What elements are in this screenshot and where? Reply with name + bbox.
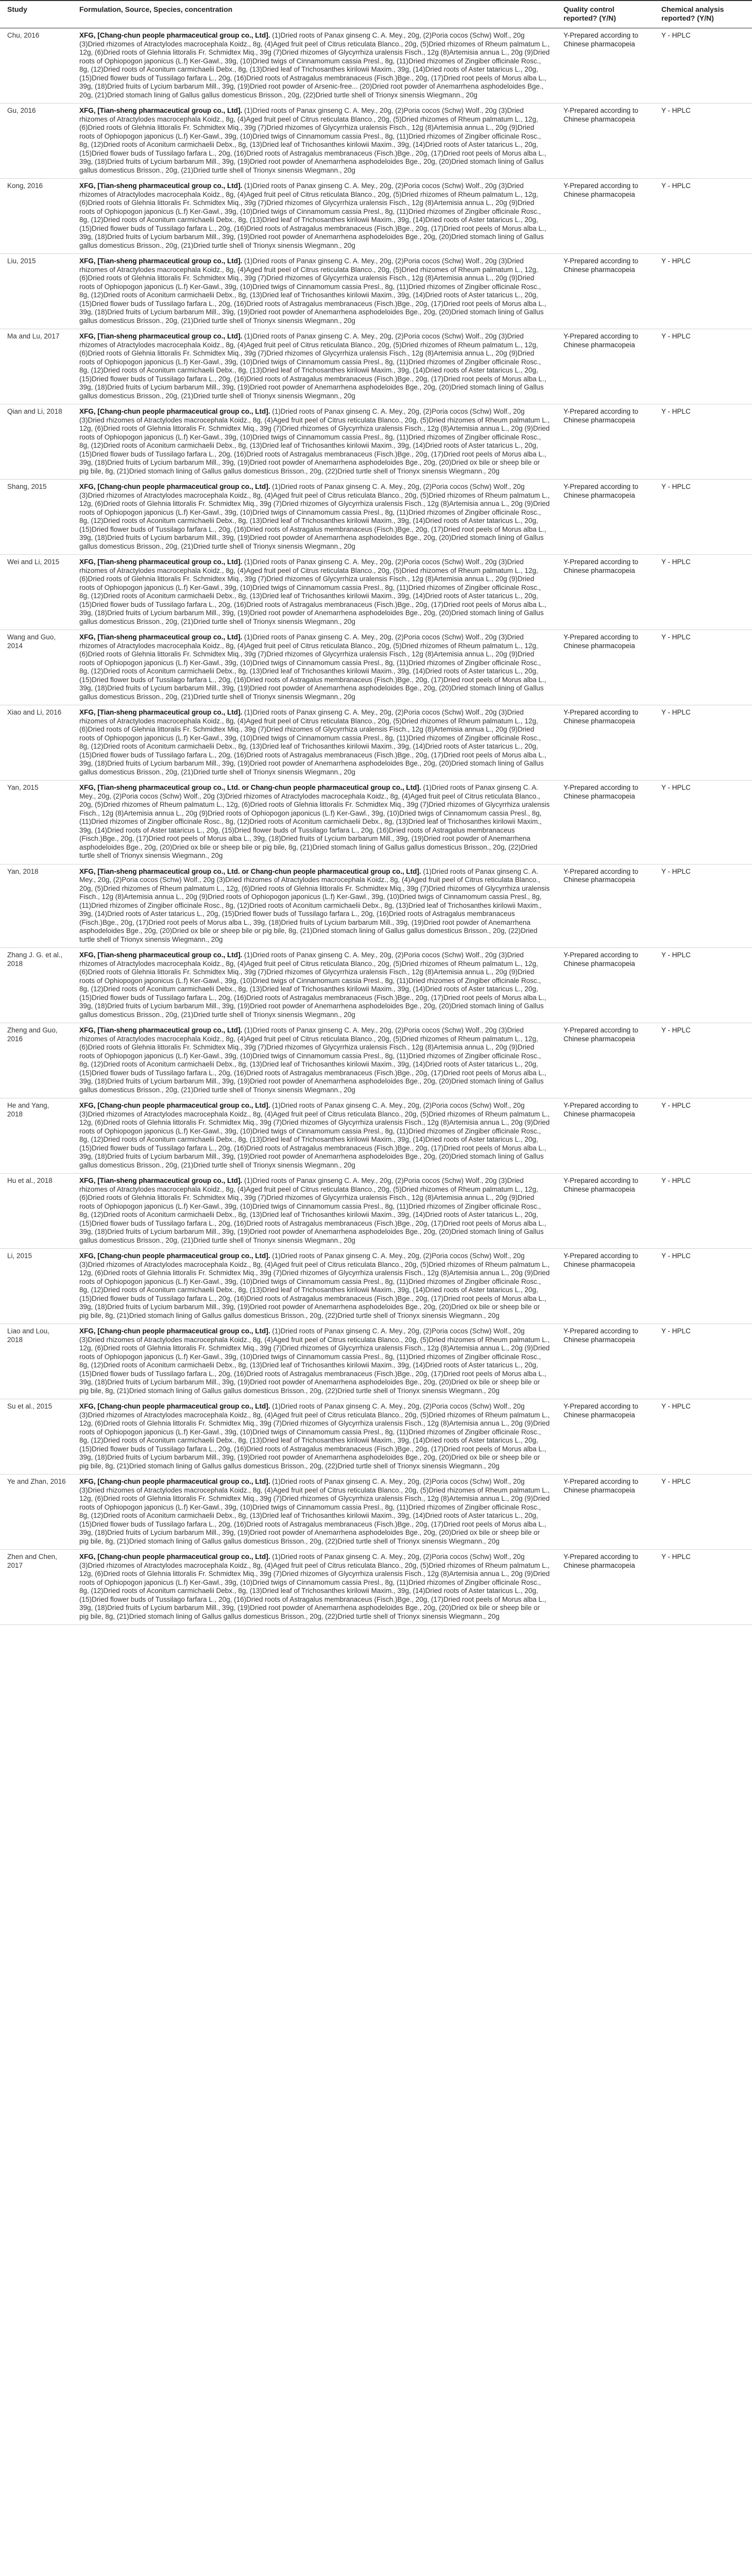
quality-control-cell: Y-Prepared according to Chinese pharmacopeia <box>556 1023 654 1098</box>
formulation-cell <box>72 329 556 404</box>
formulation-cell <box>72 1174 556 1249</box>
formulation-source: XFG, [Chang-chun people pharmaceutical group co., Ltd]. <box>79 1553 270 1561</box>
table-row <box>0 1324 752 1399</box>
table-row <box>0 404 752 480</box>
study-cell: Liao and Lou, 2018 <box>0 1324 72 1399</box>
chemical-analysis-cell: Y - HPLC <box>654 1023 752 1098</box>
formulation-cell <box>72 1550 556 1625</box>
table-row <box>0 1098 752 1174</box>
table-row <box>0 1399 752 1475</box>
chemical-analysis-cell: Y - HPLC <box>654 555 752 630</box>
formulation-cell <box>72 480 556 555</box>
formulation-cell <box>72 1098 556 1174</box>
formulation-source: XFG, [Chang-chun people pharmaceutical group co., Ltd]. <box>79 1478 270 1485</box>
formulation-cell <box>72 104 556 179</box>
chemical-analysis-cell: Y - HPLC <box>654 781 752 865</box>
chemical-analysis-cell: Y - HPLC <box>654 1475 752 1550</box>
quality-control-cell: Y-Prepared according to Chinese pharmacopeia <box>556 630 654 705</box>
chemical-analysis-cell: Y - HPLC <box>654 329 752 404</box>
chemical-analysis-cell: Y - HPLC <box>654 630 752 705</box>
formulation-source: XFG, [Tian-sheng pharmaceutical group co., Ltd]. <box>79 708 243 716</box>
table-row <box>0 104 752 179</box>
formulation-ingredients: (1)Dried roots of Panax ginseng C. A. Mey., 20g, (2)Poria cocos (Schw) Wolf., 20g (3)Dried rhizomes of Atractylodes macrocephala Koidz., 8g, (4)Aged fruit peel of Citrus reticulata Blanco., 20g, (5)Dried rhizomes of Rheum palmatum L., 12g, (6)Dried roots of Glehnia littoralis Fr. Schmidtex Miq., 39g (7)Dried rhizomes of Glycyrrhiza uralensis Fisch., 12g (8)Artemisia annua L., 20g (9)Dried roots of Ophiopogon japonicus (L.f) Ker-Gawl., 39g, (10)Dried twigs of Cinnamomum cassia Presl., 8g, (11)Dried rhizomes of Zingiber officinale Rosc., 8g, (12)Dried roots of Aconitum carmichaelii Debx., 8g, (13)Dried leaf of Trichosanthes kirilowii Maxim., 39g, (14)Dried roots of Aster tataricus L., 20g, (15)Dried flower buds of Tussilago farfara L., 20g, (16)Dried roots of Astragalus membranaceus (Fisch.)Bge., 20g, (17)Dried root peels of Morus alba L., 39g, (18)Dried fruits of Lycium barbarum Mill., 39g, (19)Dried root powder of Arsenic-free... (20)Dried root powder of Anemarrhena asphodeloides Bge., 20g, (21)Dried stomach lining of Gallus gallus domesticus Brisson., 20g, (22)Dried turtle shell of Trionyx sinensis Wiegmann., 20g <box>79 31 550 99</box>
study-cell: Zhang J. G. et al., 2018 <box>0 948 72 1023</box>
formulation-ingredients: (1)Dried roots of Panax ginseng C. A. Mey., 20g, (2)Poria cocos (Schw) Wolf., 20g (3)Dried rhizomes of Atractylodes macrocephala Koidz., 8g, (4)Aged fruit peel of Citrus reticulata Blanco., 20g, (5)Dried rhizomes of Rheum palmatum L., 12g, (6)Dried roots of Glehnia littoralis Fr. Schmidtex Miq., 39g (7)Dried rhizomes of Glycyrrhiza uralensis Fisch., 12g (8)Artemisia annua L., 20g (9)Dried roots of Ophiopogon japonicus (L.f) Ker-Gawl., 39g, (10)Dried twigs of Cinnamomum cassia Presl., 8g, (11)Dried rhizomes of Zingiber officinale Rosc., 8g, (12)Dried roots of Aconitum carmichaelii Debx., 8g, (13)Dried leaf of Trichosanthes kirilowii Maxim., 39g, (14)Dried roots of Aster tataricus L., 20g, (15)Dried flower buds of Tussilago farfara L., 20g, (16)Dried roots of Astragalus membranaceus (Fisch.)Bge., 20g, (17)Dried root peels of Morus alba L., 39g, (18)Dried fruits of Lycium barbarum Mill., 39g, (19)Dried root powder of Anemarrhena asphodeloides Bge., 20g, (20)Dried stomach lining of Gallus gallus domesticus Brisson., 20g, (21)Dried turtle shell of Trionyx sinensis Wiegmann., 20g <box>79 708 546 776</box>
table-row <box>0 864 752 948</box>
table-header-row <box>0 1 752 28</box>
quality-control-cell: Y-Prepared according to Chinese pharmacopeia <box>556 104 654 179</box>
table-row <box>0 1475 752 1550</box>
formulation-ingredients: (1)Dried roots of Panax ginseng C. A. Mey., 20g, (2)Poria cocos (Schw) Wolf., 20g (3)Dried rhizomes of Atractylodes macrocephala Koidz., 8g, (4)Aged fruit peel of Citrus reticulata Blanco., 20g, (5)Dried rhizomes of Rheum palmatum L., 12g, (6)Dried roots of Glehnia littoralis Fr. Schmidtex Miq., 39g (7)Dried rhizomes of Glycyrrhiza uralensis Fisch., 12g (8)Artemisia annua L., 20g (9)Dried roots of Ophiopogon japonicus (L.f) Ker-Gawl., 39g, (10)Dried twigs of Cinnamomum cassia Presl., 8g, (11)Dried rhizomes of Zingiber officinale Rosc., 8g, (12)Dried roots of Aconitum carmichaelii Debx., 8g, (13)Dried leaf of Trichosanthes kirilowii Maxim., 39g, (14)Dried roots of Aster tataricus L., 20g, (15)Dried flower buds of Tussilago farfara L., 20g, (16)Dried roots of Astragalus membranaceus (Fisch.)Bge., 20g, (17)Dried root peels of Morus alba L., 39g, (18)Dried fruits of Lycium barbarum Mill., 39g, (19)Dried root powder of Anemarrhena asphodeloides Bge., 20g, (20)Dried stomach lining of Gallus gallus domesticus Brisson., 20g, (21)Dried turtle shell of Trionyx sinensis Wiegmann., 20g <box>79 558 546 625</box>
chemical-analysis-cell: Y - HPLC <box>654 864 752 948</box>
formulation-source: XFG, [Tian-sheng pharmaceutical group co., Ltd]. <box>79 182 243 190</box>
chemical-analysis-cell: Y - HPLC <box>654 948 752 1023</box>
quality-control-cell: Y-Prepared according to Chinese pharmacopeia <box>556 1475 654 1550</box>
study-cell: Su et al., 2015 <box>0 1399 72 1475</box>
table-row <box>0 1249 752 1324</box>
study-cell: Wei and Li, 2015 <box>0 555 72 630</box>
formulation-ingredients: (1)Dried roots of Panax ginseng C. A. Mey., 20g, (2)Poria cocos (Schw) Wolf., 20g (3)Dried rhizomes of Atractylodes macrocephala Koidz., 8g, (4)Aged fruit peel of Citrus reticulata Blanco., 20g, (5)Dried rhizomes of Rheum palmatum L., 12g, (6)Dried roots of Glehnia littoralis Fr. Schmidtex Miq., 39g (7)Dried rhizomes of Glycyrrhiza uralensis Fisch., 12g (8)Artemisia annua L., 20g (9)Dried roots of Ophiopogon japonicus (L.f) Ker-Gawl., 39g, (10)Dried twigs of Cinnamomum cassia Presl., 8g, (11)Dried rhizomes of Zingiber officinale Rosc., 8g, (12)Dried roots of Aconitum carmichaelii Debx., 8g, (13)Dried leaf of Trichosanthes kirilowii Maxim., 39g, (14)Dried roots of Aster tataricus L., 20g, (15)Dried flower buds of Tussilago farfara L., 20g, (16)Dried roots of Astragalus membranaceus (Fisch.)Bge., 20g, (17)Dried root peels of Morus alba L., 39g, (18)Dried fruits of Lycium barbarum Mill., 39g, (19)Dried root powder of Anemarrhena asphodeloides Bge., 20g, (20)Dried ox bile or sheep bile or pig bile, 8g, (21)Dried stomach lining of Gallus gallus domesticus Brisson., 20g, (22)Dried turtle shell of Trionyx sinensis Wiegmann., 20g <box>79 1252 550 1319</box>
formulation-ingredients: (1)Dried roots of Panax ginseng C. A. Mey., 20g, (2)Poria cocos (Schw) Wolf., 20g (3)Dried rhizomes of Atractylodes macrocephala Koidz., 8g, (4)Aged fruit peel of Citrus reticulata Blanco., 20g, (5)Dried rhizomes of Rheum palmatum L., 12g, (6)Dried roots of Glehnia littoralis Fr. Schmidtex Miq., 39g (7)Dried rhizomes of Glycyrrhiza uralensis Fisch., 12g (8)Artemisia annua L., 20g (9)Dried roots of Ophiopogon japonicus (L.f) Ker-Gawl., 39g, (10)Dried twigs of Cinnamomum cassia Presl., 8g, (11)Dried rhizomes of Zingiber officinale Rosc., 8g, (12)Dried roots of Aconitum carmichaelii Debx., 8g, (13)Dried leaf of Trichosanthes kirilowii Maxim., 39g, (14)Dried roots of Aster tataricus L., 20g, (15)Dried flower buds of Tussilago farfara L., 20g, (16)Dried roots of Astragalus membranaceus (Fisch.)Bge., 20g, (17)Dried root peels of Morus alba L., 39g, (18)Dried fruits of Lycium barbarum Mill., 39g, (19)Dried root powder of Anemarrhena asphodeloides Bge., 20g, (20)Dried stomach lining of Gallus gallus domesticus Brisson., 20g, (21)Dried turtle shell of Trionyx sinensis Wiegmann., 20g <box>79 182 546 249</box>
formulation-source: XFG, [Tian-sheng pharmaceutical group co., Ltd]. <box>79 107 243 114</box>
formulation-ingredients: (1)Dried roots of Panax ginseng C. A. Mey., 20g, (2)Poria cocos (Schw) Wolf., 20g (3)Dried rhizomes of Atractylodes macrocephala Koidz., 8g, (4)Aged fruit peel of Citrus reticulata Blanco., 20g, (5)Dried rhizomes of Rheum palmatum L., 12g, (6)Dried roots of Glehnia littoralis Fr. Schmidtex Miq., 39g (7)Dried rhizomes of Glycyrrhiza uralensis Fisch., 12g (8)Artemisia annua L., 20g (9)Dried roots of Ophiopogon japonicus (L.f) Ker-Gawl., 39g, (10)Dried twigs of Cinnamomum cassia Presl., 8g, (11)Dried rhizomes of Zingiber officinale Rosc., 8g, (12)Dried roots of Aconitum carmichaelii Debx., 8g, (13)Dried leaf of Trichosanthes kirilowii Maxim., 39g, (14)Dried roots of Aster tataricus L., 20g, (15)Dried flower buds of Tussilago farfara L., 20g, (16)Dried roots of Astragalus membranaceus (Fisch.)Bge., 20g, (17)Dried root peels of Morus alba L., 39g, (18)Dried fruits of Lycium barbarum Mill., 39g, (19)Dried root powder of Anemarrhena asphodeloides Bge., 20g, (20)Dried ox bile or sheep bile or pig bile, 8g, (21)Dried stomach lining of Gallus gallus domesticus Brisson., 20g, (22)Dried turtle shell of Trionyx sinensis Wiegmann., 20g <box>79 1327 550 1395</box>
formulation-cell <box>72 1399 556 1475</box>
table-row <box>0 1174 752 1249</box>
chemical-analysis-cell: Y - HPLC <box>654 1550 752 1625</box>
table-row <box>0 254 752 329</box>
formulation-cell <box>72 404 556 480</box>
chemical-analysis-cell: Y - HPLC <box>654 1174 752 1249</box>
quality-control-cell: Y-Prepared according to Chinese pharmacopeia <box>556 1174 654 1249</box>
table-row <box>0 1550 752 1625</box>
quality-control-cell: Y-Prepared according to Chinese pharmacopeia <box>556 329 654 404</box>
formulation-source: XFG, [Tian-sheng pharmaceutical group co., Ltd]. <box>79 257 243 265</box>
formulation-cell <box>72 630 556 705</box>
table-row <box>0 705 752 781</box>
quality-control-cell: Y-Prepared according to Chinese pharmacopeia <box>556 1324 654 1399</box>
formulation-ingredients: (1)Dried roots of Panax ginseng C. A. Mey., 20g, (2)Poria cocos (Schw) Wolf., 20g (3)Dried rhizomes of Atractylodes macrocephala Koidz., 8g, (4)Aged fruit peel of Citrus reticulata Blanco., 20g, (5)Dried rhizomes of Rheum palmatum L., 12g, (6)Dried roots of Glehnia littoralis Fr. Schmidtex Miq., 39g (7)Dried rhizomes of Glycyrrhiza uralensis Fisch., 12g (8)Artemisia annua L., 20g (9)Dried roots of Ophiopogon japonicus (L.f) Ker-Gawl., 39g, (10)Dried twigs of Cinnamomum cassia Presl., 8g, (11)Dried rhizomes of Zingiber officinale Rosc., 8g, (12)Dried roots of Aconitum carmichaelii Debx., 8g, (13)Dried leaf of Trichosanthes kirilowii Maxim., 39g, (14)Dried roots of Aster tataricus L., 20g, (15)Dried flower buds of Tussilago farfara L., 20g, (16)Dried roots of Astragalus membranaceus (Fisch.)Bge., 20g, (17)Dried root peels of Morus alba L., 39g, (18)Dried fruits of Lycium barbarum Mill., 39g, (19)Dried root powder of Anemarrhena asphodeloides Bge., 20g, (20)Dried stomach lining of Gallus gallus domesticus Brisson., 20g, (21)Dried turtle shell of Trionyx sinensis Wiegmann., 20g <box>79 1101 550 1169</box>
formulation-ingredients: (1)Dried roots of Panax ginseng C. A. Mey., 20g, (2)Poria cocos (Schw) Wolf., 20g (3)Dried rhizomes of Atractylodes macrocephala Koidz., 8g, (4)Aged fruit peel of Citrus reticulata Blanco., 20g, (5)Dried rhizomes of Rheum palmatum L., 12g, (6)Dried roots of Glehnia littoralis Fr. Schmidtex Miq., 39g (7)Dried rhizomes of Glycyrrhiza uralensis Fisch., 12g (8)Artemisia annua L., 20g (9)Dried roots of Ophiopogon japonicus (L.f) Ker-Gawl., 39g, (10)Dried twigs of Cinnamomum cassia Presl., 8g, (11)Dried rhizomes of Zingiber officinale Rosc., 8g, (12)Dried roots of Aconitum carmichaelii Debx., 8g, (13)Dried leaf of Trichosanthes kirilowii Maxim., 39g, (14)Dried roots of Aster tataricus L., 20g, (15)Dried flower buds of Tussilago farfara L., 20g, (16)Dried roots of Astragalus membranaceus (Fisch.)Bge., 20g, (17)Dried root peels of Morus alba L., 39g, (18)Dried fruits of Lycium barbarum Mill., 39g, (19)Dried root powder of Anemarrhena asphodeloides Bge., 20g, (20)Dried stomach lining of Gallus gallus domesticus Brisson., 20g, (21)Dried turtle shell of Trionyx sinensis Wiegmann., 20g <box>79 1026 546 1094</box>
formulation-cell <box>72 1249 556 1324</box>
formulation-ingredients: (1)Dried roots of Panax ginseng C. A. Mey., 20g, (2)Poria cocos (Schw) Wolf., 20g (3)Dried rhizomes of Atractylodes macrocephala Koidz., 8g, (4)Aged fruit peel of Citrus reticulata Blanco., 20g, (5)Dried rhizomes of Rheum palmatum L., 12g, (6)Dried roots of Glehnia littoralis Fr. Schmidtex Miq., 39g (7)Dried rhizomes of Glycyrrhiza uralensis Fisch., 12g (8)Artemisia annua L., 20g (9)Dried roots of Ophiopogon japonicus (L.f) Ker-Gawl., 39g, (10)Dried twigs of Cinnamomum cassia Presl., 8g, (11)Dried rhizomes of Zingiber officinale Rosc., 8g, (12)Dried roots of Aconitum carmichaelii Debx., 8g, (13)Dried leaf of Trichosanthes kirilowii Maxim., 39g, (14)Dried roots of Aster tataricus L., 20g, (15)Dried flower buds of Tussilago farfara L., 20g, (16)Dried roots of Astragalus membranaceus (Fisch.)Bge., 20g, (17)Dried root peels of Morus alba L., 39g, (18)Dried fruits of Lycium barbarum Mill., 39g, (19)Dried root powder of Anemarrhena asphodeloides Bge., 20g, (20)Dried stomach lining of Gallus gallus domesticus Brisson., 20g, (21)Dried turtle shell of Trionyx sinensis Wiegmann., 20g <box>79 107 546 174</box>
study-cell: Chu, 2016 <box>0 28 72 104</box>
header-study: Study <box>0 1 72 28</box>
formulation-ingredients: (1)Dried roots of Panax ginseng C. A. Mey., 20g, (2)Poria cocos (Schw) Wolf., 20g (3)Dried rhizomes of Atractylodes macrocephala Koidz., 8g, (4)Aged fruit peel of Citrus reticulata Blanco., 20g, (5)Dried rhizomes of Rheum palmatum L., 12g, (6)Dried roots of Glehnia littoralis Fr. Schmidtex Miq., 39g (7)Dried rhizomes of Glycyrrhiza uralensis Fisch., 12g (8)Artemisia annua L., 20g (9)Dried roots of Ophiopogon japonicus (L.f) Ker-Gawl., 39g, (10)Dried twigs of Cinnamomum cassia Presl., 8g, (11)Dried rhizomes of Zingiber officinale Rosc., 8g, (12)Dried roots of Aconitum carmichaelii Debx., 8g, (13)Dried leaf of Trichosanthes kirilowii Maxim., 39g, (14)Dried roots of Aster tataricus L., 20g, (15)Dried flower buds of Tussilago farfara L., 20g, (16)Dried roots of Astragalus membranaceus (Fisch.)Bge., 20g, (17)Dried root peels of Morus alba L., 39g, (18)Dried fruits of Lycium barbarum Mill., 39g, (19)Dried root powder of Anemarrhena asphodeloides Bge., 20g, (20)Dried stomach lining of Gallus gallus domesticus Brisson., 20g, (21)Dried turtle shell of Trionyx sinensis Wiegmann., 20g <box>79 257 546 325</box>
quality-control-cell: Y-Prepared according to Chinese pharmacopeia <box>556 1550 654 1625</box>
table-row <box>0 1023 752 1098</box>
formulation-source: XFG, [Tian-sheng pharmaceutical group co., Ltd]. <box>79 558 243 566</box>
header-quality-control: Quality control reported? (Y/N) <box>556 1 654 28</box>
chemical-analysis-cell: Y - HPLC <box>654 179 752 254</box>
formulation-cell <box>72 1324 556 1399</box>
formulation-ingredients: (1)Dried roots of Panax ginseng C. A. Mey., 20g, (2)Poria cocos (Schw) Wolf., 20g (3)Dried rhizomes of Atractylodes macrocephala Koidz., 8g, (4)Aged fruit peel of Citrus reticulata Blanco., 20g, (5)Dried rhizomes of Rheum palmatum L., 12g, (6)Dried roots of Glehnia littoralis Fr. Schmidtex Miq., 39g (7)Dried rhizomes of Glycyrrhiza uralensis Fisch., 12g (8)Artemisia annua L., 20g (9)Dried roots of Ophiopogon japonicus (L.f) Ker-Gawl., 39g, (10)Dried twigs of Cinnamomum cassia Presl., 8g, (11)Dried rhizomes of Zingiber officinale Rosc., 8g, (12)Dried roots of Aconitum carmichaelii Debx., 8g, (13)Dried leaf of Trichosanthes kirilowii Maxim., 39g, (14)Dried roots of Aster tataricus L., 20g, (15)Dried flower buds of Tussilago farfara L., 20g, (16)Dried roots of Astragalus membranaceus (Fisch.)Bge., 20g, (17)Dried root peels of Morus alba L., 39g, (18)Dried fruits of Lycium barbarum Mill., 39g, (19)Dried root powder of Anemarrhena asphodeloides Bge., 20g, (20)Dried ox bile or sheep bile or pig bile, 8g, (21)Dried stomach lining of Gallus gallus domesticus Brisson., 20g, (22)Dried turtle shell of Trionyx sinensis Wiegmann., 20g <box>79 867 550 943</box>
formulation-cell <box>72 555 556 630</box>
study-cell: Zhen and Chen, 2017 <box>0 1550 72 1625</box>
study-cell: Qian and Li, 2018 <box>0 404 72 480</box>
study-cell: Hu et al., 2018 <box>0 1174 72 1249</box>
study-cell: Shang, 2015 <box>0 480 72 555</box>
header-formulation: Formulation, Source, Species, concentration <box>72 1 556 28</box>
formulation-ingredients: (1)Dried roots of Panax ginseng C. A. Mey., 20g, (2)Poria cocos (Schw) Wolf., 20g (3)Dried rhizomes of Atractylodes macrocephala Koidz., 8g, (4)Aged fruit peel of Citrus reticulata Blanco., 20g, (5)Dried rhizomes of Rheum palmatum L., 12g, (6)Dried roots of Glehnia littoralis Fr. Schmidtex Miq., 39g (7)Dried rhizomes of Glycyrrhiza uralensis Fisch., 12g (8)Artemisia annua L., 20g (9)Dried roots of Ophiopogon japonicus (L.f) Ker-Gawl., 39g, (10)Dried twigs of Cinnamomum cassia Presl., 8g, (11)Dried rhizomes of Zingiber officinale Rosc., 8g, (12)Dried roots of Aconitum carmichaelii Debx., 8g, (13)Dried leaf of Trichosanthes kirilowii Maxim., 39g, (14)Dried roots of Aster tataricus L., 20g, (15)Dried flower buds of Tussilago farfara L., 20g, (16)Dried roots of Astragalus membranaceus (Fisch.)Bge., 20g, (17)Dried root peels of Morus alba L., 39g, (18)Dried fruits of Lycium barbarum Mill., 39g, (19)Dried root powder of Anemarrhena asphodeloides Bge., 20g, (20)Dried stomach lining of Gallus gallus domesticus Brisson., 20g, (21)Dried turtle shell of Trionyx sinensis Wiegmann., 20g <box>79 332 546 400</box>
formulation-source: XFG, [Tian-sheng pharmaceutical group co., Ltd]. <box>79 1177 243 1184</box>
chemical-analysis-cell: Y - HPLC <box>654 705 752 781</box>
formulation-cell <box>72 28 556 104</box>
table-row <box>0 28 752 104</box>
formulation-source: XFG, [Tian-sheng pharmaceutical group co., Ltd. or Chang-chun people pharmaceutical group co., Ltd]. <box>79 867 421 875</box>
formulation-ingredients: (1)Dried roots of Panax ginseng C. A. Mey., 20g, (2)Poria cocos (Schw) Wolf., 20g (3)Dried rhizomes of Atractylodes macrocephala Koidz., 8g, (4)Aged fruit peel of Citrus reticulata Blanco., 20g, (5)Dried rhizomes of Rheum palmatum L., 12g, (6)Dried roots of Glehnia littoralis Fr. Schmidtex Miq., 39g (7)Dried rhizomes of Glycyrrhiza uralensis Fisch., 12g (8)Artemisia annua L., 20g (9)Dried roots of Ophiopogon japonicus (L.f) Ker-Gawl., 39g, (10)Dried twigs of Cinnamomum cassia Presl., 8g, (11)Dried rhizomes of Zingiber officinale Rosc., 8g, (12)Dried roots of Aconitum carmichaelii Debx., 8g, (13)Dried leaf of Trichosanthes kirilowii Maxim., 39g, (14)Dried roots of Aster tataricus L., 20g, (15)Dried flower buds of Tussilago farfara L., 20g, (16)Dried roots of Astragalus membranaceus (Fisch.)Bge., 20g, (17)Dried root peels of Morus alba L., 39g, (18)Dried fruits of Lycium barbarum Mill., 39g, (19)Dried root powder of Anemarrhena asphodeloides Bge., 20g, (20)Dried ox bile or sheep bile or pig bile, 8g, (21)Dried stomach lining of Gallus gallus domesticus Brisson., 20g, (22)Dried turtle shell of Trionyx sinensis Wiegmann., 20g <box>79 1553 550 1620</box>
table-row <box>0 329 752 404</box>
study-cell: Kong, 2016 <box>0 179 72 254</box>
study-cell: Gu, 2016 <box>0 104 72 179</box>
study-cell: Liu, 2015 <box>0 254 72 329</box>
study-cell: Li, 2015 <box>0 1249 72 1324</box>
table-row <box>0 630 752 705</box>
formulation-source: XFG, [Chang-chun people pharmaceutical group co., Ltd]. <box>79 1101 270 1109</box>
formulation-cell <box>72 948 556 1023</box>
formulation-source: XFG, [Chang-chun people pharmaceutical group co., Ltd]. <box>79 408 270 415</box>
chemical-analysis-cell: Y - HPLC <box>654 404 752 480</box>
table-row <box>0 781 752 865</box>
formulation-cell <box>72 1023 556 1098</box>
study-cell: Ye and Zhan, 2016 <box>0 1475 72 1550</box>
formulation-ingredients: (1)Dried roots of Panax ginseng C. A. Mey., 20g, (2)Poria cocos (Schw) Wolf., 20g (3)Dried rhizomes of Atractylodes macrocephala Koidz., 8g, (4)Aged fruit peel of Citrus reticulata Blanco., 20g, (5)Dried rhizomes of Rheum palmatum L., 12g, (6)Dried roots of Glehnia littoralis Fr. Schmidtex Miq., 39g (7)Dried rhizomes of Glycyrrhiza uralensis Fisch., 12g (8)Artemisia annua L., 20g (9)Dried roots of Ophiopogon japonicus (L.f) Ker-Gawl., 39g, (10)Dried twigs of Cinnamomum cassia Presl., 8g, (11)Dried rhizomes of Zingiber officinale Rosc., 8g, (12)Dried roots of Aconitum carmichaelii Debx., 8g, (13)Dried leaf of Trichosanthes kirilowii Maxim., 39g, (14)Dried roots of Aster tataricus L., 20g, (15)Dried flower buds of Tussilago farfara L., 20g, (16)Dried roots of Astragalus membranaceus (Fisch.)Bge., 20g, (17)Dried root peels of Morus alba L., 39g, (18)Dried fruits of Lycium barbarum Mill., 39g, (19)Dried root powder of Anemarrhena asphodeloides Bge., 20g, (20)Dried ox bile or sheep bile or pig bile, 8g, (21)Dried stomach lining of Gallus gallus domesticus Brisson., 20g, (22)Dried turtle shell of Trionyx sinensis Wiegmann., 20g <box>79 408 550 475</box>
quality-control-cell: Y-Prepared according to Chinese pharmacopeia <box>556 1399 654 1475</box>
formulation-source: XFG, [Chang-chun people pharmaceutical group co., Ltd]. <box>79 1252 270 1260</box>
formulation-ingredients: (1)Dried roots of Panax ginseng C. A. Mey., 20g, (2)Poria cocos (Schw) Wolf., 20g (3)Dried rhizomes of Atractylodes macrocephala Koidz., 8g, (4)Aged fruit peel of Citrus reticulata Blanco., 20g, (5)Dried rhizomes of Rheum palmatum L., 12g, (6)Dried roots of Glehnia littoralis Fr. Schmidtex Miq., 39g (7)Dried rhizomes of Glycyrrhiza uralensis Fisch., 12g (8)Artemisia annua L., 20g (9)Dried roots of Ophiopogon japonicus (L.f) Ker-Gawl., 39g, (10)Dried twigs of Cinnamomum cassia Presl., 8g, (11)Dried rhizomes of Zingiber officinale Rosc., 8g, (12)Dried roots of Aconitum carmichaelii Debx., 8g, (13)Dried leaf of Trichosanthes kirilowii Maxim., 39g, (14)Dried roots of Aster tataricus L., 20g, (15)Dried flower buds of Tussilago farfara L., 20g, (16)Dried roots of Astragalus membranaceus (Fisch.)Bge., 20g, (17)Dried root peels of Morus alba L., 39g, (18)Dried fruits of Lycium barbarum Mill., 39g, (19)Dried root powder of Anemarrhena asphodeloides Bge., 20g, (20)Dried ox bile or sheep bile or pig bile, 8g, (21)Dried stomach lining of Gallus gallus domesticus Brisson., 20g, (22)Dried turtle shell of Trionyx sinensis Wiegmann., 20g <box>79 1478 550 1545</box>
formulation-source: XFG, [Tian-sheng pharmaceutical group co., Ltd]. <box>79 332 243 340</box>
formulation-source: XFG, [Chang-chun people pharmaceutical group co., Ltd]. <box>79 1327 270 1335</box>
quality-control-cell: Y-Prepared according to Chinese pharmacopeia <box>556 179 654 254</box>
quality-control-cell: Y-Prepared according to Chinese pharmacopeia <box>556 948 654 1023</box>
table-row <box>0 480 752 555</box>
formulation-ingredients: (1)Dried roots of Panax ginseng C. A. Mey., 20g, (2)Poria cocos (Schw) Wolf., 20g (3)Dried rhizomes of Atractylodes macrocephala Koidz., 8g, (4)Aged fruit peel of Citrus reticulata Blanco., 20g, (5)Dried rhizomes of Rheum palmatum L., 12g, (6)Dried roots of Glehnia littoralis Fr. Schmidtex Miq., 39g (7)Dried rhizomes of Glycyrrhiza uralensis Fisch., 12g (8)Artemisia annua L., 20g (9)Dried roots of Ophiopogon japonicus (L.f) Ker-Gawl., 39g, (10)Dried twigs of Cinnamomum cassia Presl., 8g, (11)Dried rhizomes of Zingiber officinale Rosc., 8g, (12)Dried roots of Aconitum carmichaelii Debx., 8g, (13)Dried leaf of Trichosanthes kirilowii Maxim., 39g, (14)Dried roots of Aster tataricus L., 20g, (15)Dried flower buds of Tussilago farfara L., 20g, (16)Dried roots of Astragalus membranaceus (Fisch.)Bge., 20g, (17)Dried root peels of Morus alba L., 39g, (18)Dried fruits of Lycium barbarum Mill., 39g, (19)Dried root powder of Anemarrhena asphodeloides Bge., 20g, (20)Dried stomach lining of Gallus gallus domesticus Brisson., 20g, (21)Dried turtle shell of Trionyx sinensis Wiegmann., 20g <box>79 483 550 550</box>
study-cell: Zheng and Guo, 2016 <box>0 1023 72 1098</box>
quality-control-cell: Y-Prepared according to Chinese pharmacopeia <box>556 480 654 555</box>
quality-control-cell: Y-Prepared according to Chinese pharmacopeia <box>556 864 654 948</box>
chemical-analysis-cell: Y - HPLC <box>654 1324 752 1399</box>
chemical-analysis-cell: Y - HPLC <box>654 1399 752 1475</box>
chemical-analysis-cell: Y - HPLC <box>654 104 752 179</box>
formulation-source: XFG, [Tian-sheng pharmaceutical group co., Ltd]. <box>79 633 243 641</box>
quality-control-cell: Y-Prepared according to Chinese pharmacopeia <box>556 1249 654 1324</box>
formulation-ingredients: (1)Dried roots of Panax ginseng C. A. Mey., 20g, (2)Poria cocos (Schw) Wolf., 20g (3)Dried rhizomes of Atractylodes macrocephala Koidz., 8g, (4)Aged fruit peel of Citrus reticulata Blanco., 20g, (5)Dried rhizomes of Rheum palmatum L., 12g, (6)Dried roots of Glehnia littoralis Fr. Schmidtex Miq., 39g (7)Dried rhizomes of Glycyrrhiza uralensis Fisch., 12g (8)Artemisia annua L., 20g (9)Dried roots of Ophiopogon japonicus (L.f) Ker-Gawl., 39g, (10)Dried twigs of Cinnamomum cassia Presl., 8g, (11)Dried rhizomes of Zingiber officinale Rosc., 8g, (12)Dried roots of Aconitum carmichaelii Debx., 8g, (13)Dried leaf of Trichosanthes kirilowii Maxim., 39g, (14)Dried roots of Aster tataricus L., 20g, (15)Dried flower buds of Tussilago farfara L., 20g, (16)Dried roots of Astragalus membranaceus (Fisch.)Bge., 20g, (17)Dried root peels of Morus alba L., 39g, (18)Dried fruits of Lycium barbarum Mill., 39g, (19)Dried root powder of Anemarrhena asphodeloides Bge., 20g, (20)Dried stomach lining of Gallus gallus domesticus Brisson., 20g, (21)Dried turtle shell of Trionyx sinensis Wiegmann., 20g <box>79 951 546 1019</box>
formulation-cell <box>72 1475 556 1550</box>
quality-control-cell: Y-Prepared according to Chinese pharmacopeia <box>556 1098 654 1174</box>
table-row <box>0 948 752 1023</box>
formulation-source: XFG, [Tian-sheng pharmaceutical group co., Ltd]. <box>79 1026 243 1034</box>
chemical-analysis-cell: Y - HPLC <box>654 1098 752 1174</box>
chemical-analysis-cell: Y - HPLC <box>654 28 752 104</box>
formulation-cell <box>72 254 556 329</box>
study-cell: Xiao and Li, 2016 <box>0 705 72 781</box>
formulation-cell <box>72 781 556 865</box>
formulation-source: XFG, [Chang-chun people pharmaceutical group co., Ltd]. <box>79 31 270 39</box>
quality-control-cell: Y-Prepared according to Chinese pharmacopeia <box>556 705 654 781</box>
chemical-analysis-cell: Y - HPLC <box>654 480 752 555</box>
formulation-ingredients: (1)Dried roots of Panax ginseng C. A. Mey., 20g, (2)Poria cocos (Schw) Wolf., 20g (3)Dried rhizomes of Atractylodes macrocephala Koidz., 8g, (4)Aged fruit peel of Citrus reticulata Blanco., 20g, (5)Dried rhizomes of Rheum palmatum L., 12g, (6)Dried roots of Glehnia littoralis Fr. Schmidtex Miq., 39g (7)Dried rhizomes of Glycyrrhiza uralensis Fisch., 12g (8)Artemisia annua L., 20g (9)Dried roots of Ophiopogon japonicus (L.f) Ker-Gawl., 39g, (10)Dried twigs of Cinnamomum cassia Presl., 8g, (11)Dried rhizomes of Zingiber officinale Rosc., 8g, (12)Dried roots of Aconitum carmichaelii Debx., 8g, (13)Dried leaf of Trichosanthes kirilowii Maxim., 39g, (14)Dried roots of Aster tataricus L., 20g, (15)Dried flower buds of Tussilago farfara L., 20g, (16)Dried roots of Astragalus membranaceus (Fisch.)Bge., 20g, (17)Dried root peels of Morus alba L., 39g, (18)Dried fruits of Lycium barbarum Mill., 39g, (19)Dried root powder of Anemarrhena asphodeloides Bge., 20g, (20)Dried stomach lining of Gallus gallus domesticus Brisson., 20g, (21)Dried turtle shell of Trionyx sinensis Wiegmann., 20g <box>79 1177 546 1244</box>
quality-control-cell: Y-Prepared according to Chinese pharmacopeia <box>556 254 654 329</box>
study-cell: He and Yang, 2018 <box>0 1098 72 1174</box>
study-cell: Wang and Guo, 2014 <box>0 630 72 705</box>
formulation-ingredients: (1)Dried roots of Panax ginseng C. A. Mey., 20g, (2)Poria cocos (Schw) Wolf., 20g (3)Dried rhizomes of Atractylodes macrocephala Koidz., 8g, (4)Aged fruit peel of Citrus reticulata Blanco., 20g, (5)Dried rhizomes of Rheum palmatum L., 12g, (6)Dried roots of Glehnia littoralis Fr. Schmidtex Miq., 39g (7)Dried rhizomes of Glycyrrhiza uralensis Fisch., 12g (8)Artemisia annua L., 20g (9)Dried roots of Ophiopogon japonicus (L.f) Ker-Gawl., 39g, (10)Dried twigs of Cinnamomum cassia Presl., 8g, (11)Dried rhizomes of Zingiber officinale Rosc., 8g, (12)Dried roots of Aconitum carmichaelii Debx., 8g, (13)Dried leaf of Trichosanthes kirilowii Maxim., 39g, (14)Dried roots of Aster tataricus L., 20g, (15)Dried flower buds of Tussilago farfara L., 20g, (16)Dried roots of Astragalus membranaceus (Fisch.)Bge., 20g, (17)Dried root peels of Morus alba L., 39g, (18)Dried fruits of Lycium barbarum Mill., 39g, (19)Dried root powder of Anemarrhena asphodeloides Bge., 20g, (20)Dried ox bile or sheep bile or pig bile, 8g, (21)Dried stomach lining of Gallus gallus domesticus Brisson., 20g, (22)Dried turtle shell of Trionyx sinensis Wiegmann., 20g <box>79 1402 550 1470</box>
table-row <box>0 179 752 254</box>
table-row <box>0 555 752 630</box>
quality-control-cell: Y-Prepared according to Chinese pharmacopeia <box>556 555 654 630</box>
chemical-analysis-cell: Y - HPLC <box>654 1249 752 1324</box>
quality-control-cell: Y-Prepared according to Chinese pharmacopeia <box>556 404 654 480</box>
quality-control-cell: Y-Prepared according to Chinese pharmacopeia <box>556 781 654 865</box>
formulation-source: XFG, [Tian-sheng pharmaceutical group co., Ltd]. <box>79 951 243 959</box>
header-chemical-analysis: Chemical analysis reported? (Y/N) <box>654 1 752 28</box>
formulation-source: XFG, [Chang-chun people pharmaceutical group co., Ltd]. <box>79 483 270 490</box>
chemical-analysis-cell: Y - HPLC <box>654 254 752 329</box>
formulation-cell <box>72 705 556 781</box>
formulation-ingredients: (1)Dried roots of Panax ginseng C. A. Mey., 20g, (2)Poria cocos (Schw) Wolf., 20g (3)Dried rhizomes of Atractylodes macrocephala Koidz., 8g, (4)Aged fruit peel of Citrus reticulata Blanco., 20g, (5)Dried rhizomes of Rheum palmatum L., 12g, (6)Dried roots of Glehnia littoralis Fr. Schmidtex Miq., 39g (7)Dried rhizomes of Glycyrrhiza uralensis Fisch., 12g (8)Artemisia annua L., 20g (9)Dried roots of Ophiopogon japonicus (L.f) Ker-Gawl., 39g, (10)Dried twigs of Cinnamomum cassia Presl., 8g, (11)Dried rhizomes of Zingiber officinale Rosc., 8g, (12)Dried roots of Aconitum carmichaelii Debx., 8g, (13)Dried leaf of Trichosanthes kirilowii Maxim., 39g, (14)Dried roots of Aster tataricus L., 20g, (15)Dried flower buds of Tussilago farfara L., 20g, (16)Dried roots of Astragalus membranaceus (Fisch.)Bge., 20g, (17)Dried root peels of Morus alba L., 39g, (18)Dried fruits of Lycium barbarum Mill., 39g, (19)Dried root powder of Anemarrhena asphodeloides Bge., 20g, (20)Dried ox bile or sheep bile or pig bile, 8g, (21)Dried stomach lining of Gallus gallus domesticus Brisson., 20g, (22)Dried turtle shell of Trionyx sinensis Wiegmann., 20g <box>79 784 550 859</box>
formulation-cell <box>72 179 556 254</box>
table-body <box>0 28 752 1625</box>
formulation-source: XFG, [Tian-sheng pharmaceutical group co., Ltd. or Chang-chun people pharmaceutical group co., Ltd]. <box>79 784 421 791</box>
study-cell: Yan, 2015 <box>0 781 72 865</box>
formulation-ingredients: (1)Dried roots of Panax ginseng C. A. Mey., 20g, (2)Poria cocos (Schw) Wolf., 20g (3)Dried rhizomes of Atractylodes macrocephala Koidz., 8g, (4)Aged fruit peel of Citrus reticulata Blanco., 20g, (5)Dried rhizomes of Rheum palmatum L., 12g, (6)Dried roots of Glehnia littoralis Fr. Schmidtex Miq., 39g (7)Dried rhizomes of Glycyrrhiza uralensis Fisch., 12g (8)Artemisia annua L., 20g (9)Dried roots of Ophiopogon japonicus (L.f) Ker-Gawl., 39g, (10)Dried twigs of Cinnamomum cassia Presl., 8g, (11)Dried rhizomes of Zingiber officinale Rosc., 8g, (12)Dried roots of Aconitum carmichaelii Debx., 8g, (13)Dried leaf of Trichosanthes kirilowii Maxim., 39g, (14)Dried roots of Aster tataricus L., 20g, (15)Dried flower buds of Tussilago farfara L., 20g, (16)Dried roots of Astragalus membranaceus (Fisch.)Bge., 20g, (17)Dried root peels of Morus alba L., 39g, (18)Dried fruits of Lycium barbarum Mill., 39g, (19)Dried root powder of Anemarrhena asphodeloides Bge., 20g, (20)Dried stomach lining of Gallus gallus domesticus Brisson., 20g, (21)Dried turtle shell of Trionyx sinensis Wiegmann., 20g <box>79 633 546 701</box>
study-cell: Ma and Lu, 2017 <box>0 329 72 404</box>
formulation-cell <box>72 864 556 948</box>
study-cell: Yan, 2018 <box>0 864 72 948</box>
quality-control-cell: Y-Prepared according to Chinese pharmacopeia <box>556 28 654 104</box>
formulation-source: XFG, [Chang-chun people pharmaceutical group co., Ltd]. <box>79 1402 270 1410</box>
